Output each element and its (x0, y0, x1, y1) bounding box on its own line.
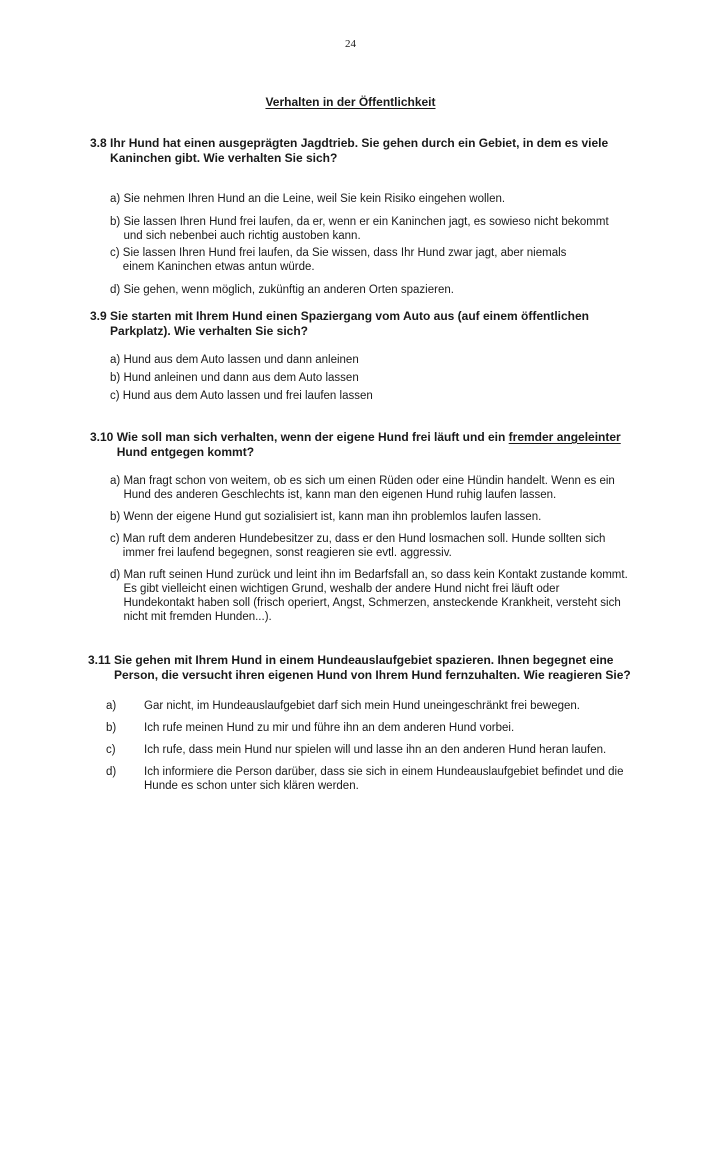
answer-text: Sie lassen Ihren Hund frei laufen, da er, wenn er ein Kaninchen jagt, es sowieso nicht bekommt und sich nebenbei auch richtig austoben kann. (123, 216, 609, 242)
answer-item (110, 371, 630, 385)
answer-letter: d) (106, 766, 117, 778)
answer-letter: a) (110, 193, 121, 205)
section-title: Verhalten in der Öffentlichkeit (265, 95, 436, 109)
question-number: 3.8 (90, 136, 107, 150)
answer-text: Hund anleinen und dann aus dem Auto lassen (123, 372, 359, 384)
answer-item (104, 743, 633, 757)
answer-list (110, 192, 630, 297)
answer-item (110, 474, 630, 502)
question-text: Ihr Hund hat einen ausgeprägten Jagdtrieb. Sie gehen durch ein Gebiet, in dem es viele Kaninchen gibt. Wie verhalten Sie sich? (110, 136, 609, 165)
answer-item (110, 192, 630, 206)
answer-letter: a) (106, 700, 117, 712)
answer-list (104, 699, 633, 793)
question-3-8 (90, 136, 630, 305)
answer-text: Sie lassen Ihren Hund frei laufen, da Sie wissen, dass Ihr Hund zwar jagt, aber niemals einem Kaninchen etwas antun würde. (122, 247, 567, 273)
answer-text: Hund aus dem Auto lassen und frei laufen lassen (122, 390, 373, 402)
answer-text: Man ruft seinen Hund zurück und leint ihn im Bedarfsfall an, so dass kein Kontakt zustande kommt. Es gibt vielleicht einen wichtigen Grund, weshalb der andere Hund nicht frei läuft oder Hundekontakt haben soll (frisch operiert, Angst, Schmerzen, ansteckende Krankheit, versteht sich nicht mit fremden Hunden...). (123, 569, 628, 623)
question-text: Sie starten mit Ihrem Hund einen Spaziergang vom Auto aus (auf einem öffentlichen Parkplatz). Wie verhalten Sie sich? (110, 309, 589, 338)
answer-text: Sie gehen, wenn möglich, zukünftig an anderen Orten spazieren. (123, 284, 454, 296)
page-number: 24 (345, 38, 356, 50)
question-text-part: Wie soll man sich verhalten, wenn der eigene Hund frei läuft und ein (116, 430, 509, 444)
answer-letter: c) (106, 744, 116, 756)
question-text: Sie gehen mit Ihrem Hund in einem Hundeauslaufgebiet spazieren. Ihnen begegnet eine Person, die versucht ihren eigenen Hund von Ihrem Hund fernzuhalten. Wie reagieren Sie? (114, 653, 631, 682)
answer-letter: b) (106, 722, 117, 734)
answer-item (110, 246, 630, 274)
answer-list (110, 474, 630, 624)
answer-item (104, 721, 633, 735)
answer-item (104, 699, 633, 713)
answer-item (110, 568, 630, 624)
question-heading (90, 309, 630, 339)
answer-letter: c) (110, 247, 120, 259)
answer-letter: b) (110, 372, 121, 384)
answer-item (104, 765, 633, 793)
answer-text: Ich rufe, dass mein Hund nur spielen will und lasse ihn an den anderen Hund heran laufen. (144, 744, 607, 756)
question-number: 3.11 (88, 653, 111, 667)
answer-text: Ich rufe meinen Hund zu mir und führe ihn an dem anderen Hund vorbei. (144, 722, 515, 734)
question-3-11 (88, 653, 633, 801)
answer-letter: b) (110, 216, 121, 228)
answer-letter: c) (110, 533, 120, 545)
answer-item (110, 215, 630, 243)
answer-letter: a) (110, 475, 121, 487)
answer-item (110, 389, 630, 403)
question-heading (88, 653, 633, 683)
answer-text: Sie nehmen Ihren Hund an die Leine, weil Sie kein Risiko eingehen wollen. (123, 193, 506, 205)
answer-text: Wenn der eigene Hund gut sozialisiert ist, kann man ihn problemlos laufen lassen. (123, 511, 542, 523)
answer-item (110, 283, 630, 297)
question-heading (90, 136, 630, 166)
answer-letter: c) (110, 390, 120, 402)
answer-letter: d) (110, 284, 121, 296)
answer-item (110, 532, 630, 560)
answer-list (110, 353, 630, 403)
question-text (117, 430, 630, 460)
question-number: 3.9 (90, 309, 107, 323)
question-text-part: Hund entgegen kommt? (116, 445, 255, 459)
answer-text: Man fragt schon von weitem, ob es sich um einen Rüden oder eine Hündin handelt. Wenn es ein Hund des anderen Geschlechts ist, kann man den eigenen Hund ruhig laufen lassen. (123, 475, 615, 501)
question-heading (90, 430, 630, 460)
question-text-underlined: fremder angeleinter (508, 430, 621, 444)
answer-text: Hund aus dem Auto lassen und dann anleinen (123, 354, 359, 366)
question-3-9 (90, 309, 630, 411)
answer-item (110, 353, 630, 367)
answer-item (110, 510, 630, 524)
answer-letter: d) (110, 569, 121, 581)
answer-text: Gar nicht, im Hundeauslaufgebiet darf sich mein Hund uneingeschränkt frei bewegen. (144, 700, 580, 712)
answer-text: Man ruft dem anderen Hundebesitzer zu, dass er den Hund losmachen soll. Hunde sollten sich immer frei laufend begegnen, sonst reagieren sie evtl. aggressiv. (122, 533, 606, 559)
answer-text: Ich informiere die Person darüber, dass sie sich in einem Hundeauslaufgebiet befindet und die Hunde es schon unter sich klären werden. (144, 766, 624, 792)
question-number: 3.10 (90, 430, 114, 444)
answer-letter: a) (110, 354, 121, 366)
answer-letter: b) (110, 511, 121, 523)
question-3-10 (90, 430, 630, 632)
